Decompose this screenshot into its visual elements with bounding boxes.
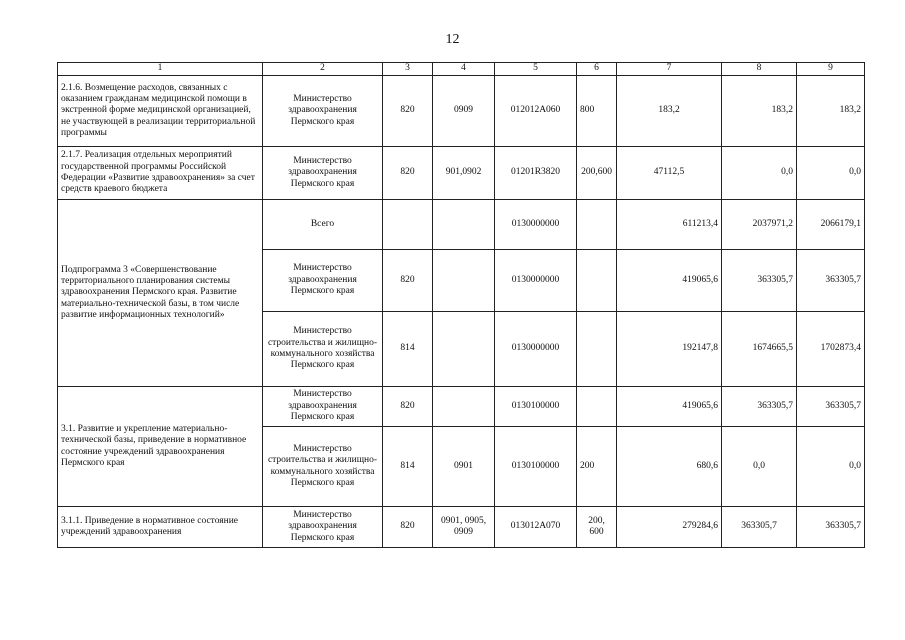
table-row <box>58 76 865 147</box>
cell <box>433 250 495 312</box>
cell: 0,0 <box>797 427 865 507</box>
cell: 1674665,5 <box>722 312 797 387</box>
cell: 0909 <box>433 76 495 147</box>
cell <box>577 312 617 387</box>
cell: 200,600 <box>577 147 617 200</box>
cell: 0130100000 <box>495 427 577 507</box>
cell <box>433 200 495 250</box>
cell: 820 <box>383 387 433 427</box>
cell: 419065,6 <box>617 250 722 312</box>
row-name: 3.1. Развитие и укрепление материально-технической базы, приведение в нормативное состояние учреждений здравоохранения Пермского края <box>58 387 263 507</box>
budget-table <box>57 62 865 548</box>
header-cell: 6 <box>577 63 617 76</box>
cell: 2066179,1 <box>797 200 865 250</box>
org-cell: Министерство здравоохранения Пермского края <box>263 507 383 548</box>
cell: 0,0 <box>722 147 797 200</box>
table-row <box>58 200 865 250</box>
cell <box>433 387 495 427</box>
cell: 901,0902 <box>433 147 495 200</box>
cell: 2037971,2 <box>722 200 797 250</box>
cell: 183,2 <box>797 76 865 147</box>
cell: 47112,5 <box>617 147 722 200</box>
cell: 814 <box>383 312 433 387</box>
cell: 363305,7 <box>797 250 865 312</box>
cell: 363305,7 <box>722 387 797 427</box>
page-number: 12 <box>445 32 460 47</box>
cell: 0901, 0905, 0909 <box>433 507 495 548</box>
org-cell: Министерство здравоохранения Пермского края <box>263 250 383 312</box>
cell: 0901 <box>433 427 495 507</box>
cell: 0130000000 <box>495 250 577 312</box>
cell <box>577 250 617 312</box>
header-cell: 7 <box>617 63 722 76</box>
org-cell: Министерство здравоохранения Пермского края <box>263 147 383 200</box>
cell: 0,0 <box>722 427 797 507</box>
cell: 183,2 <box>617 76 722 147</box>
header-cell: 9 <box>797 63 865 76</box>
row-name: Подпрограмма 3 «Совершенствование территориального планирования системы здравоохранения Пермского края. Развитие материально-технической базы, в том числе развитие информационных технологий» <box>58 200 263 387</box>
cell: 1702873,4 <box>797 312 865 387</box>
cell: 363305,7 <box>722 250 797 312</box>
cell: 680,6 <box>617 427 722 507</box>
header-row <box>58 63 865 76</box>
header-cell: 8 <box>722 63 797 76</box>
header-cell: 4 <box>433 63 495 76</box>
header-cell: 3 <box>383 63 433 76</box>
cell: 820 <box>383 147 433 200</box>
row-name: 3.1.1. Приведение в нормативное состояние учреждений здравоохранения <box>58 507 263 548</box>
cell: 800 <box>577 76 617 147</box>
org-cell: Министерство строительства и жилищно-коммунального хозяйства Пермского края <box>263 312 383 387</box>
cell: 419065,6 <box>617 387 722 427</box>
cell: 013012А070 <box>495 507 577 548</box>
cell: 183,2 <box>722 76 797 147</box>
cell: 200 <box>577 427 617 507</box>
cell <box>433 312 495 387</box>
cell: 814 <box>383 427 433 507</box>
header-cell: 5 <box>495 63 577 76</box>
cell: 192147,8 <box>617 312 722 387</box>
cell: 363305,7 <box>797 507 865 548</box>
cell <box>577 387 617 427</box>
cell: 0130100000 <box>495 387 577 427</box>
cell: 363305,7 <box>797 387 865 427</box>
row-name: 2.1.6. Возмещение расходов, связанных с оказанием гражданам медицинской помощи в экстренной форме медицинской организацией, не участвующей в реализации территориальной программы <box>58 76 263 147</box>
cell: 200, 600 <box>577 507 617 548</box>
cell: 820 <box>383 507 433 548</box>
cell: 363305,7 <box>722 507 797 548</box>
cell: 0130000000 <box>495 200 577 250</box>
cell <box>577 200 617 250</box>
table-row <box>58 507 865 548</box>
cell: 279284,6 <box>617 507 722 548</box>
cell: 0,0 <box>797 147 865 200</box>
table-row <box>58 387 865 427</box>
cell: 611213,4 <box>617 200 722 250</box>
header-cell: 2 <box>263 63 383 76</box>
org-cell: Всего <box>263 200 383 250</box>
cell: 01201R3820 <box>495 147 577 200</box>
org-cell: Министерство здравоохранения Пермского края <box>263 387 383 427</box>
cell: 820 <box>383 76 433 147</box>
cell <box>383 200 433 250</box>
cell: 820 <box>383 250 433 312</box>
table-row <box>58 147 865 200</box>
cell: 012012А060 <box>495 76 577 147</box>
cell: 0130000000 <box>495 312 577 387</box>
org-cell: Министерство строительства и жилищно-коммунального хозяйства Пермского края <box>263 427 383 507</box>
row-name: 2.1.7. Реализация отдельных мероприятий государственной программы Российской Федерации «Развитие здравоохранения» за счет средств краевого бюджета <box>58 147 263 200</box>
header-cell: 1 <box>58 63 263 76</box>
org-cell: Министерство здравоохранения Пермского края <box>263 76 383 147</box>
